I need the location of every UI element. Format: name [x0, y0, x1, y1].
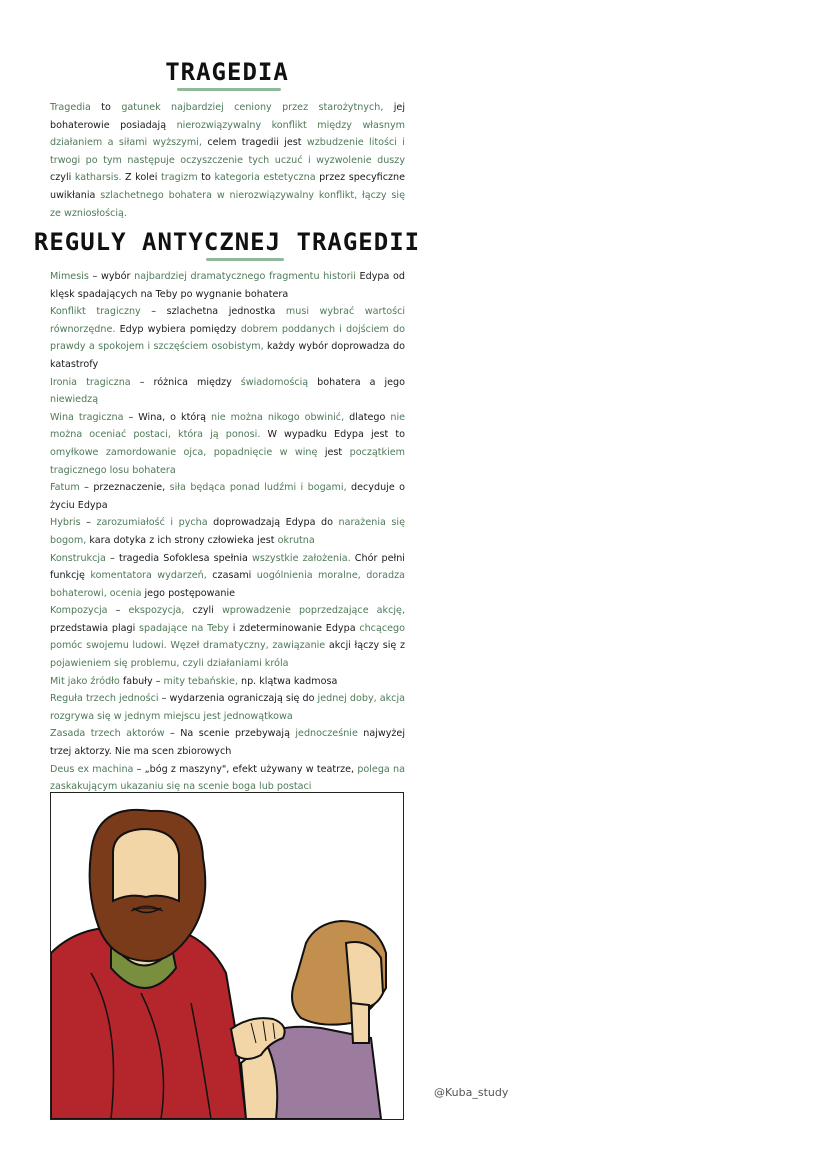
face — [113, 829, 179, 901]
text-run: niewiedzą — [50, 394, 99, 406]
text-run: jednocześnie — [295, 728, 358, 740]
rule-item — [50, 303, 405, 373]
text-run: Z kolei — [121, 172, 162, 184]
text-run: Deus ex machina — [50, 763, 134, 775]
illustration-oedipus — [50, 792, 404, 1120]
text-run: najbardziej dramatycznego fragmentu historii — [134, 271, 356, 282]
text-run: polega na zaskakującym ukazaniu się na scenie boga lub postaci — [50, 763, 405, 793]
text-run: jego postępowanie — [141, 587, 236, 599]
text-run: początkiem tragicznego losu bohatera — [50, 446, 405, 476]
text-run: nierozwiązywalny konflikt między własnym działaniem a siłami wyższymi, — [50, 119, 406, 149]
text-run: Ironia tragiczna — [50, 376, 131, 388]
text-run: jest — [317, 446, 350, 458]
text-run: musi wybrać wartości równorzędne. — [50, 306, 406, 335]
text-run: – tragedia Sofoklesa spełnia — [105, 552, 253, 564]
text-run: doprowadzają Edypa do — [207, 517, 339, 529]
text-run: Chór pełni funkcję — [50, 552, 405, 582]
text-run: i zdeterminowanie Edypa — [229, 622, 360, 634]
text-run: narażenia się bogom, — [50, 517, 405, 546]
text-run: czyli — [50, 172, 75, 184]
oedipus-illustration — [51, 793, 403, 1119]
rule-item — [50, 268, 405, 303]
text-run: kategoria estetyczna — [214, 172, 316, 184]
section-underline — [206, 258, 284, 261]
text-run: to — [197, 172, 215, 184]
text-run: zarozumiałość i pycha — [96, 517, 208, 529]
text-run: – różnica między — [130, 376, 241, 388]
rule-item — [50, 550, 405, 603]
rule-item — [50, 479, 405, 514]
text-run: Edypa od klęsk spadających na Teby po wygnanie bohatera — [50, 271, 406, 300]
text-run: komentatora wydarzeń, — [90, 570, 207, 582]
text-run: Wina tragiczna — [50, 411, 124, 423]
text-run: chcącego pomóc swojemu ludowi. Węzeł dramatyczny, zawiązanie — [50, 622, 405, 652]
text-run: wprowadzenie poprzedzające akcję, — [221, 605, 405, 617]
section-title: REGULY ANTYCZNEJ TRAGEDII — [33, 228, 421, 256]
text-run: pojawieniem się problemu, czyli działaniami króla — [50, 658, 289, 670]
text-run: – wydarzenia ograniczają się do — [158, 693, 318, 705]
rule-item — [50, 673, 405, 691]
author-credit: @Kuba_study — [434, 1086, 509, 1099]
text-run: – Wina, o którą — [123, 411, 212, 423]
text-run: Fatum — [50, 482, 80, 494]
text-run: szlachetnego bohatera w nierozwiązywalny konflikt, łączy się ze wzniosłością. — [50, 189, 405, 219]
text-run: ekspozycja, — [128, 605, 185, 617]
text-run: Edyp wybiera pomiędzy — [115, 323, 241, 335]
text-run: mity tebańskie, — [163, 675, 238, 687]
text-run: każdy wybór doprowadza do katastrofy — [50, 341, 405, 370]
text-run: W wypadku Edypa jest to — [260, 429, 405, 441]
text-run: świadomością — [240, 376, 309, 388]
text-run: decyduje o życiu Edypa — [50, 482, 405, 511]
text-run: – wybór — [88, 271, 135, 282]
text-run: wzbudzenie litości i trwogi po tym następuje oczyszczenie tych uczuć i wyzwolenie duszy — [50, 137, 405, 166]
text-run: tragizm — [161, 172, 198, 184]
text-run: katharsis. — [74, 172, 122, 184]
text-run: najwyżej trzej aktorzy. Nie ma scen zbiorowych — [50, 728, 406, 758]
text-run: Tragedia — [50, 102, 91, 113]
rule-item — [50, 514, 405, 549]
text-run: czyli — [184, 605, 222, 617]
text-run: akcji łączy się z — [325, 640, 405, 652]
text-run: okrutna — [277, 534, 315, 546]
text-run: – — [80, 517, 97, 529]
text-run: siła będąca ponad ludźmi i bogami, — [169, 482, 347, 494]
text-run: – Na scenie przebywają — [164, 728, 296, 740]
text-run: Konflikt tragiczny — [50, 306, 141, 318]
text-run: Mimesis — [50, 271, 89, 282]
page-title: TRAGEDIA — [165, 58, 289, 86]
text-run: np. klątwa kadmosa — [237, 675, 338, 687]
text-run: jednej doby, akcja rozgrywa się w jednym miejscu jest jednowątkowa — [50, 693, 406, 722]
text-run: przez specyficzne uwikłania — [50, 172, 405, 201]
text-run: Mit jako źródło — [50, 675, 120, 687]
text-run: nie można oceniać postaci, która ją ponosi. — [50, 411, 406, 441]
text-run: Konstrukcja — [50, 552, 106, 564]
text-run: to — [90, 102, 122, 113]
text-run: – szlachetna jednostka — [140, 306, 286, 318]
text-run: – — [107, 605, 129, 617]
text-run: spadające na Teby — [139, 622, 230, 634]
title-underline — [177, 88, 281, 91]
text-run: – przeznaczenie, — [79, 482, 170, 494]
intro-paragraph — [50, 99, 405, 222]
text-run: fabuły – — [119, 675, 164, 687]
rule-item — [50, 725, 405, 760]
text-run: dlatego — [344, 411, 391, 423]
text-run: gatunek najbardziej ceniony przez starożytnych, — [121, 102, 384, 113]
text-run: Reguła trzech jedności — [50, 693, 159, 705]
text-run: przedstawia plagi — [50, 622, 139, 634]
text-run: Hybris — [50, 517, 81, 529]
rule-item — [50, 761, 405, 796]
text-run: kara dotyka z ich strony człowieka jest — [86, 534, 278, 546]
text-run: Kompozycja — [50, 605, 108, 617]
text-run: omyłkowe zamordowanie ojca, popadnięcie w winę — [50, 446, 318, 458]
text-run: Zasada trzech aktorów — [50, 728, 165, 740]
text-run: jej bohaterowie posiadają — [50, 102, 405, 131]
text-run: dobrem poddanych i dojściem do prawdy a spokojem i szczęściem osobistym, — [50, 323, 405, 353]
rule-item — [50, 602, 405, 672]
text-run: bohatera a jego — [308, 376, 406, 388]
text-run: nie można nikogo obwinić, — [211, 411, 345, 423]
text-run: celem tragedii jest — [201, 137, 307, 149]
rule-item — [50, 374, 405, 409]
text-run: uogólnienia moralne, doradza bohaterowi, ocenia — [50, 570, 405, 599]
rule-item — [50, 409, 405, 479]
rule-item — [50, 690, 405, 725]
text-run: – „bóg z maszyny", efekt używany w teatrze, — [133, 763, 358, 775]
text-run: czasami — [206, 570, 257, 582]
rules-list — [50, 268, 405, 796]
text-run: wszystkie założenia. — [252, 552, 351, 564]
